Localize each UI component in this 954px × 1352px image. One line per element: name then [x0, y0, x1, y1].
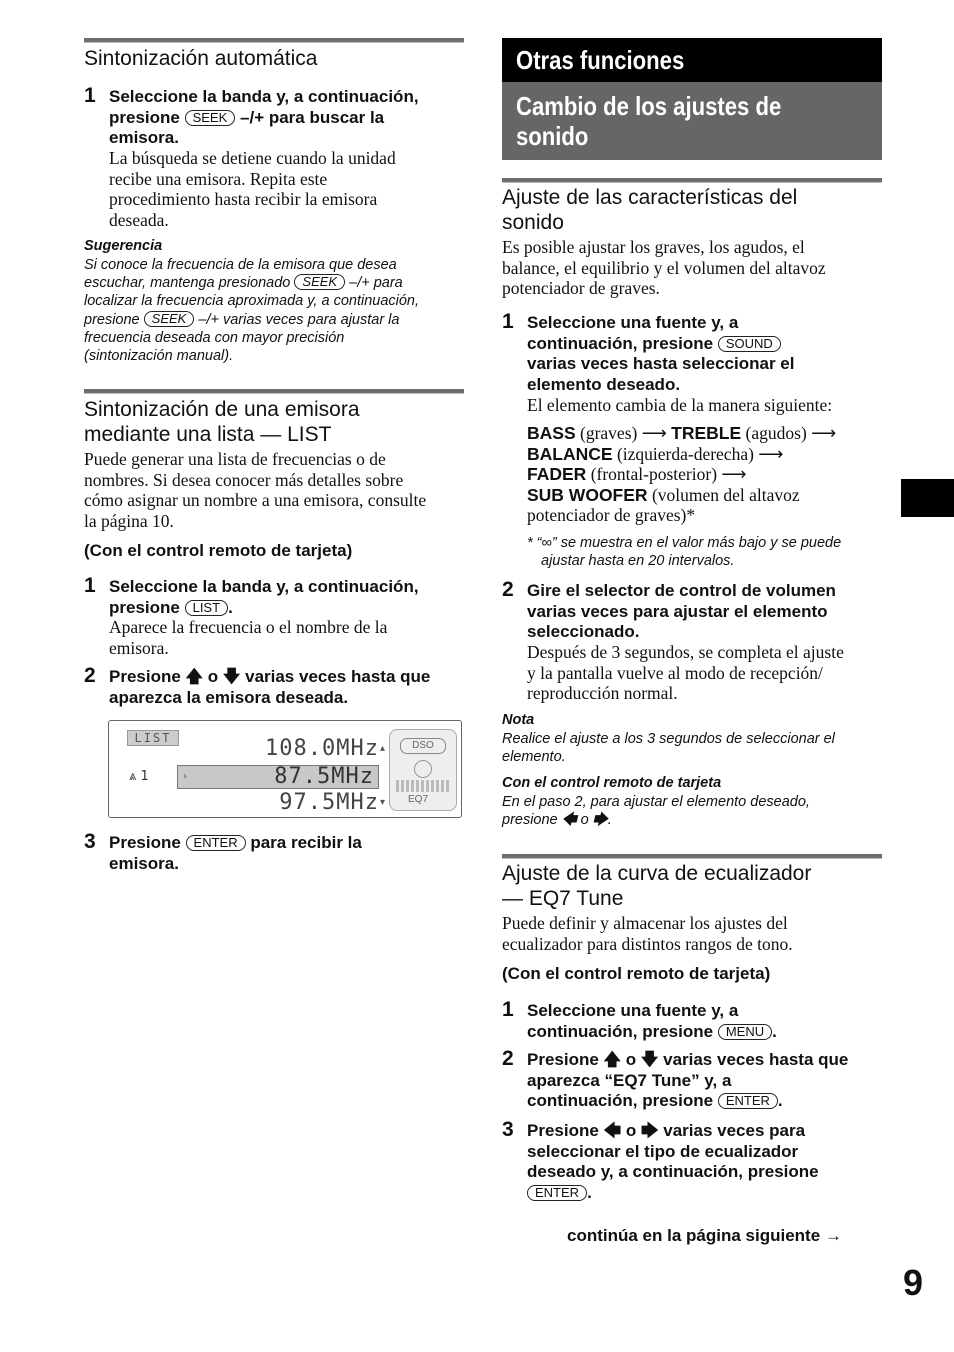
- arrow-up-icon: 🡅: [603, 1050, 622, 1070]
- freq-line-3: 97.5MHz: [279, 790, 379, 815]
- section-banner: [502, 82, 882, 160]
- step-body: Después de 3 segundos, se completa el ajuste y la pantalla vuelve al modo de recepción/ reproducción normal.: [527, 642, 844, 703]
- step-text: Presione ENTER para recibir la emisora.: [109, 833, 362, 873]
- freq-line-1: 108.0MHz: [265, 736, 379, 761]
- chapter-thumb-tab: [901, 479, 954, 517]
- remote-note-text: En el paso 2, para ajustar el elemento deseado, presione 🡄 o 🡆.: [502, 794, 810, 829]
- section-body: Puede definir y almacenar los ajustes del ecualizador para distintos rangos de tono.: [502, 913, 793, 954]
- chapter-banner: [502, 38, 882, 82]
- disc-icon: [414, 760, 432, 778]
- section-banner-title: Cambio de los ajustes de sonido: [516, 91, 782, 151]
- step-body: El elemento cambia de la manera siguiente:: [527, 395, 833, 415]
- step-line: presione SEEK –/+ para buscar la: [109, 107, 385, 127]
- arrow-right-icon: ⟶: [641, 423, 667, 443]
- seek-key: SEEK: [294, 274, 345, 290]
- note-text: Realice el ajuste a los 3 segundos de seleccionar el elemento.: [502, 731, 835, 766]
- step-number: 3: [84, 830, 96, 853]
- section-title-auto-tuning: Sintonización automática: [84, 47, 318, 70]
- tip-text: Si conoce la frecuencia de la emisora que desea escuchar, mantenga presionado SEEK –/+ para localizar la frecuencia aproximada y, a continuación, presione SEEK –/+ varias veces para ajustar la frecuencia deseada con mayor precisión (sintonización manual).: [84, 257, 420, 365]
- arrow-down-icon: 🡇: [222, 667, 241, 687]
- step-number: 1: [84, 574, 96, 597]
- footnote: * “∞” se muestra en el valor más bajo y se puede ajustar hasta en 20 intervalos.: [527, 535, 842, 570]
- selected-row-highlight: [177, 765, 379, 789]
- remote-note-heading: Con el control remoto de tarjeta: [502, 775, 722, 791]
- enter-key: ENTER: [527, 1185, 587, 1201]
- section-body: Puede generar una lista de frecuencias o de nombres. Si desea conocer más detalles sobre cómo asignar un nombre a una emisora, consulte la página 10.: [84, 449, 427, 531]
- step-text: Seleccione la banda y, a continuación, presione LIST .: [109, 577, 419, 617]
- step-text: Seleccione una fuente y, a continuación, presione SOUND varias veces hasta seleccionar el elemento deseado.: [527, 313, 795, 394]
- step-number: 2: [502, 1047, 514, 1070]
- seek-key: SEEK: [144, 311, 195, 327]
- step-text: [109, 87, 419, 149]
- step-line: emisora.: [109, 128, 179, 147]
- eq-label: EQ7: [408, 794, 429, 805]
- antenna-icon: ⩓: [129, 769, 137, 784]
- step-line: Seleccione la banda y, a continuación,: [109, 87, 419, 106]
- tip-heading: Sugerencia: [84, 238, 163, 254]
- section-rule: [84, 389, 464, 394]
- step-text: Seleccione una fuente y, a continuación, presione MENU .: [527, 1001, 777, 1041]
- remote-subheading: (Con el control remoto de tarjeta): [502, 964, 771, 983]
- step-body: Aparece la frecuencia o el nombre de la emisora.: [109, 617, 388, 658]
- eq-panel: [389, 729, 457, 811]
- arrow-right-icon: 🡆: [640, 1121, 659, 1141]
- arrow-down-icon: 🡇: [640, 1050, 659, 1070]
- arrow-left-icon: 🡄: [561, 812, 577, 829]
- arrow-left-icon: 🡄: [603, 1121, 622, 1141]
- step-number: 1: [502, 998, 514, 1021]
- remote-subheading: (Con el control remoto de tarjeta): [84, 541, 353, 560]
- list-key: LIST: [185, 600, 228, 616]
- section-title-list: Sintonización de una emisora mediante una lista — LIST: [84, 398, 360, 446]
- step-number: 1: [502, 310, 514, 333]
- page-number: 9: [903, 1262, 924, 1303]
- chevron-up-icon: ▴: [380, 743, 386, 754]
- sound-key: SOUND: [718, 336, 781, 352]
- arrow-right-icon: 🡆: [592, 812, 608, 829]
- section-rule: [502, 178, 882, 183]
- chapter-title: Otras funciones: [516, 45, 685, 75]
- enter-key: ENTER: [718, 1093, 778, 1109]
- step-text: Presione 🡅 o 🡇 varias veces hasta que aparezca la emisora deseada.: [109, 667, 431, 707]
- step-number: 1: [84, 84, 96, 107]
- arrow-up-icon: 🡅: [185, 667, 204, 687]
- dso-badge: DSO: [400, 738, 446, 754]
- cursor-icon: ›: [183, 768, 187, 782]
- sound-sequence: BASS (graves) ⟶ TREBLE (agudos) ⟶ BALANCE (izquierda-derecha) ⟶ FADER (frontal-posterior) ⟶ SUB WOOFER (volumen del altavoz potenciador de graves)*: [527, 423, 837, 525]
- step-number: 3: [502, 1118, 514, 1141]
- enter-key: ENTER: [186, 835, 246, 851]
- step-number: 2: [84, 664, 96, 687]
- step-text: Presione 🡅 o 🡇 varias veces hasta que aparezca “EQ7 Tune” y, a continuación, presione ENTER .: [527, 1050, 849, 1110]
- list-indicator: LIST: [127, 730, 179, 746]
- seek-key: SEEK: [185, 110, 236, 126]
- continue-note: continúa en la página siguiente →: [567, 1226, 842, 1245]
- preset-indicator: ⩓ 1: [129, 769, 149, 784]
- eq-bars-icon: [396, 780, 450, 792]
- step-body: La búsqueda se detiene cuando la unidad recibe una emisora. Repita este procedimiento hasta recibir la emisora deseada.: [109, 148, 396, 230]
- note-heading: Nota: [502, 712, 535, 728]
- section-rule: [84, 38, 464, 43]
- freq-line-2: 87.5MHz: [274, 764, 374, 789]
- step-number: 2: [502, 578, 514, 601]
- section-title-eq: Ajuste de la curva de ecualizador — EQ7 Tune: [502, 862, 812, 910]
- arrow-right-icon: ⟶: [721, 464, 747, 484]
- arrow-right-icon: ⟶: [811, 423, 837, 443]
- step-text: Presione 🡄 o 🡆 varias veces para seleccionar el tipo de ecualizador deseado y, a continuación, presione ENTER .: [527, 1121, 819, 1202]
- chevron-down-icon: ▾: [380, 797, 386, 808]
- section-body: Es posible ajustar los graves, los agudos, el balance, el equilibrio y el volumen del altavoz potenciador de graves.: [502, 237, 826, 298]
- lcd-display-illustration: [108, 720, 462, 818]
- arrow-right-icon: ⟶: [758, 443, 784, 464]
- step-text: Gire el selector de control de volumen varias veces para ajustar el elemento seleccionado.: [527, 581, 836, 641]
- section-rule: [502, 854, 882, 859]
- section-title-sound: Ajuste de las características del sonido: [502, 186, 798, 234]
- menu-key: MENU: [718, 1024, 772, 1040]
